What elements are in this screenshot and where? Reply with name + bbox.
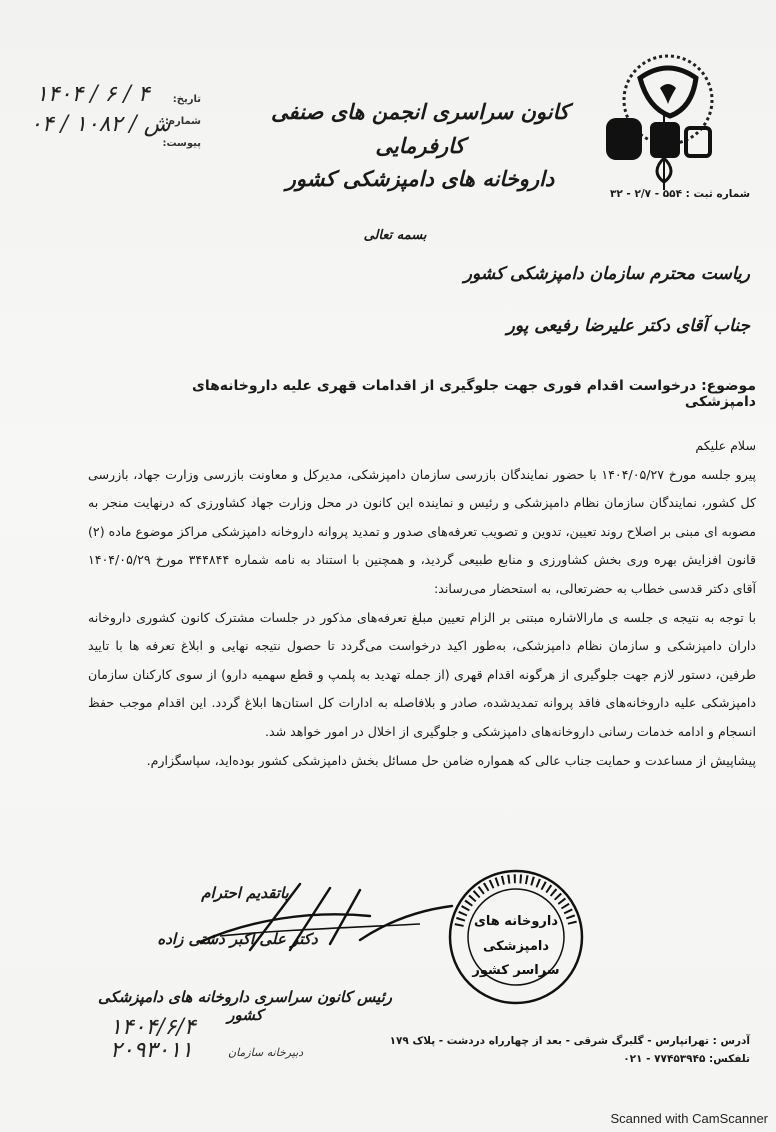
addressee-line1: ریاست محترم سازمان دامپزشکی کشور [463,264,750,284]
stamp-center-text [445,910,587,984]
body-paragraph-3: پیشاپیش از مساعدت و حمایت جناب عالی که همواره ضامن حل مسائل بخش دامپزشکی کشور بوده‌اید، سپاسگزارم. [146,752,756,768]
organization-title-line1: کانون سراسری انجمن های صنفی کارفرمایی [271,99,569,158]
letter-body [88,432,756,775]
number-label: شماره: [165,116,201,127]
handwritten-number: ۰۴ / ش / ۱۰۸۲ [30,112,171,137]
letter-meta [30,82,205,152]
handwritten-signature-icon [190,880,460,970]
handwritten-note: دبیرخانه سازمان [228,1046,304,1059]
footer-address: آدرس : تهرانپارس - گلبرگ شرقی - بعد از چهارراه دردشت - پلاک ۱۷۹ [389,1035,750,1047]
organization-logo-icon [600,48,718,198]
stamp-text [445,866,587,1008]
signer-name: دکتر علی اکبر دشتی زاده [157,930,318,948]
signer-title: رئیس کانون سراسری داروخانه های دامپزشکی کشور [97,988,393,1024]
attachment-label: پیوست: [162,138,201,149]
footer-contact [330,1032,750,1068]
subject-line: موضوع: درخواست اقدام فوری جهت جلوگیری از اقدامات قهری علیه داروخانه‌های دامپزشکی [192,378,756,410]
date-label: تاریخ: [172,94,201,105]
stamp-center-line1: داروخانه های دامپزشکی [473,914,559,954]
registration-number: شماره ثبت : ۵۵۴ - ۲/۷ - ۳۲ [609,188,751,200]
footer-fax: تلفکس: ۷۷۴۵۳۹۴۵ - ۰۲۱ [623,1053,750,1065]
body-paragraph-2: با توجه به نتیجه ی جلسه ی مارالاشاره مبتنی بر الزام تعیین مبلغ تعرفه‌های مذکور در جلسات مشترک کانون کشوری داروخانه داران دامپزشکی و سازمان نظام دامپزشکی، به‌طور اکید درخواست می‌گردد تا حصول نتیجه نهایی و ابلاغ تعرفه ها با تایید طرفین، دستور لازم جهت جلوگیری از هرگونه اقدام قهری (از جمله تهدید به پلمپ و قطع سهمیه دارو) از سوی کارکنان سازمان دامپزشکی علیه داروخانه‌های فاقد پروانه تمدیدشده، صادر و بلافاصله به ادارات کل استان‌ها ابلاغ گردد. این اقدام موجب حفظ انسجام و ادامه خدمات رسانی داروخانه‌های دامپزشکی و جلوگیری از اخلال در امور خواهد شد. [88,609,756,739]
addressee-line2: جناب آقای دکتر علیرضا رفیعی پور [506,316,750,336]
greeting: سلام علیکم [695,438,756,453]
handwritten-annotation-number: ۲۰۹۳۰۱۱ [110,1038,193,1064]
handwritten-date: ۱۴۰۴ / ۶ / ۴ [36,82,150,107]
body-paragraph-1: پیرو جلسه مورخ ۱۴۰۴/۰۵/۲۷ با حضور نمایندگان بازرسی سازمان دامپزشکی، مدیرکل و معاونت بازرسی وزارت جهاد، بازرسی کل کشور، نمایندگان سازمان نظام دامپزشکی و رئیس و نماینده این کانون در محل وزارت جهاد کشاورزی که درنهایت منجر به مصوبه ای مبنی بر اصلاح روند تعیین، تدوین و تصویب تعرفه‌های صدور و تمدید پروانه داروخانه دامپزشکی مراکز موضوع ماده (۲) قانون افزایش بهره وری بخش کشاورزی و منابع طبیعی گردید، و همچنین با استناد به نامه شماره ۳۴۴۸۴۴ مورخ ۱۴۰۴/۰۵/۲۹ آقای دکتر قدسی خطاب به حضرتعالی، به استحضار می‌رساند: [88,466,757,596]
handwritten-annotation-date: ۱۴۰۴/۶/۴ [110,1015,196,1040]
handwritten-annotation [110,1016,196,1062]
scan-watermark: Scanned with CamScanner [610,1111,768,1126]
organization-title-line2: داروخانه های دامپزشکی کشور [285,166,555,192]
organization-title [255,95,585,196]
stamp-center-line2: سراسر کشور [472,963,560,979]
closing-phrase: باتقدیم احترام [201,884,289,902]
basmala: بسمه تعالی [363,228,427,243]
